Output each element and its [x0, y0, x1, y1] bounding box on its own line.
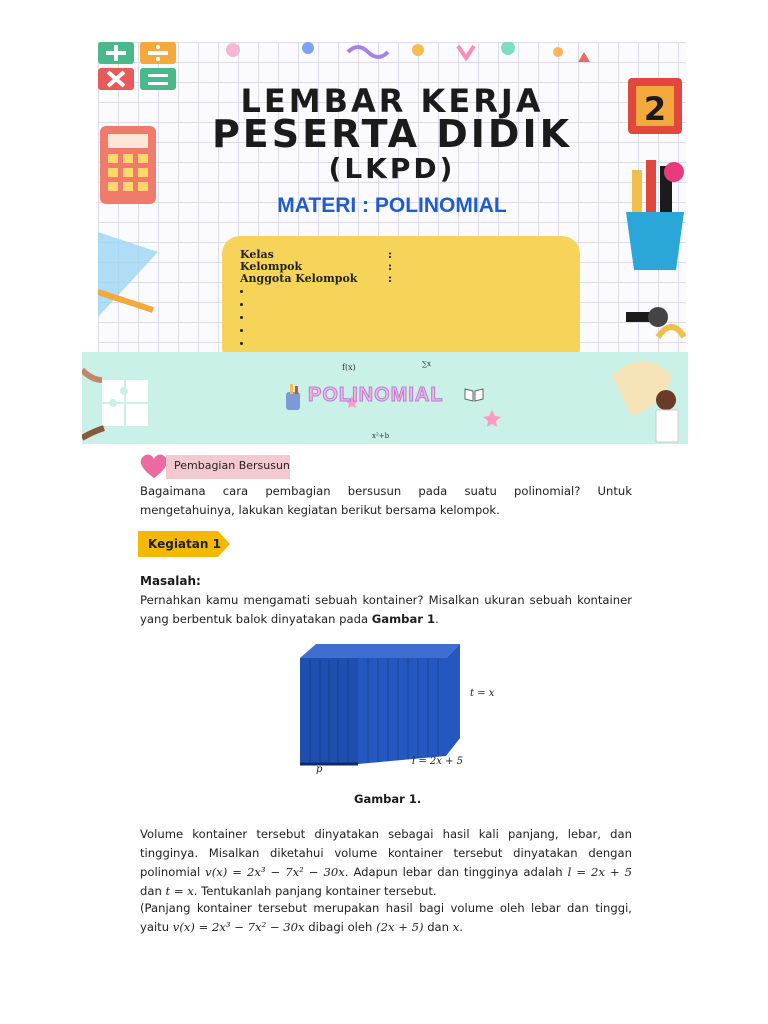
member-bullet [240, 342, 243, 345]
ruler-icon [98, 222, 168, 322]
label-panjang: p [316, 764, 323, 775]
masalah-period: . [435, 612, 439, 626]
masalah-figure-ref: Gambar 1 [371, 612, 436, 626]
field-colon: : [388, 272, 393, 285]
doodle-decor-icon [198, 42, 598, 78]
intro-paragraph: Bagaimana cara pembagian bersusun pada suatu polinomial? Untuk mengetahuinya, lakukan kegiatan berikut bersama kelompok. [140, 484, 632, 517]
problem-text: dan [423, 920, 453, 934]
member-bullet [240, 329, 243, 332]
figure-caption: Gambar 1. [354, 792, 422, 806]
pencil-jar-icon [282, 382, 306, 412]
variable-x: x [452, 920, 460, 934]
problem-text: Volume kontainer tersebut dinyatakan sebagai hasil kali panjang, lebar, dan tingginya. Misalkan diketahui volume kontainer tersebut dinyatakan dengan polinomial [140, 827, 632, 879]
shipping-container-image [296, 638, 464, 768]
field-label-kelas: Kelas [240, 248, 274, 261]
cover-title-line1: LEMBAR KERJA [240, 82, 544, 120]
puzzle-hands-icon [82, 360, 162, 444]
field-colon: : [388, 248, 393, 261]
field-colon: : [388, 260, 393, 273]
divisor-expression: (2x + 5) [376, 920, 424, 934]
materi-title: MATERI : POLINOMIAL [277, 194, 507, 217]
identity-box [222, 236, 580, 354]
polinomial-banner [82, 352, 688, 444]
kegiatan-label: Kegiatan 1 [148, 537, 221, 551]
problem-text: . [459, 920, 463, 934]
label-lebar: l = 2x + 5 [412, 756, 464, 767]
problem-paragraph-1 [140, 825, 632, 901]
student-illustration-icon [602, 356, 688, 444]
height-expression: t = x [165, 884, 194, 898]
banner-title: POLINOMIAL [308, 384, 444, 406]
width-expression: l = 2x + 5 [567, 865, 632, 879]
section-title: Pembagian Bersusun [174, 459, 290, 472]
member-bullet [240, 290, 243, 293]
masalah-heading: Masalah: [140, 574, 201, 588]
member-bullet [240, 316, 243, 319]
problem-text: dibagi oleh [304, 920, 377, 934]
label-tinggi: t = x [470, 688, 495, 699]
field-label-anggota: Anggota Kelompok [240, 272, 358, 285]
problem-text: (Panjang kontainer tersebut merupakan hasil bagi volume oleh lebar dan tinggi, yaitu [140, 901, 632, 934]
section-tag-pembagian [166, 455, 290, 479]
cover-title-line2: PESERTA DIDIK [211, 112, 573, 156]
kegiatan-tag [138, 531, 230, 557]
masalah-paragraph [140, 591, 632, 629]
svg-text:∑x: ∑x [422, 360, 431, 368]
masalah-text: Pernahkan kamu mengamati sebuah kontainer? Misalkan ukuran sebuah kontainer yang berbentuk balok dinyatakan pada [140, 593, 632, 626]
svg-text:2: 2 [643, 90, 667, 128]
member-bullet [240, 303, 243, 306]
polynomial-expression: v(x) = 2x³ − 7x² − 30x [205, 865, 345, 879]
svg-text:f(x): f(x) [342, 363, 356, 372]
problem-paragraph-2 [140, 899, 632, 937]
lkpd-cover [98, 42, 686, 354]
problem-text: . Adapun lebar dan tingginya adalah [344, 865, 568, 879]
problem-text: . Tentukanlah panjang kontainer tersebut. [193, 884, 437, 898]
watch-icon [618, 292, 686, 354]
polynomial-expression: v(x) = 2x³ − 7x² − 30x [172, 920, 305, 934]
field-label-kelompok: Kelompok [240, 260, 303, 273]
problem-text: dan [140, 884, 166, 898]
svg-text:x²+b: x²+b [372, 432, 390, 440]
cover-title-line3: (LKPD) [328, 152, 456, 185]
